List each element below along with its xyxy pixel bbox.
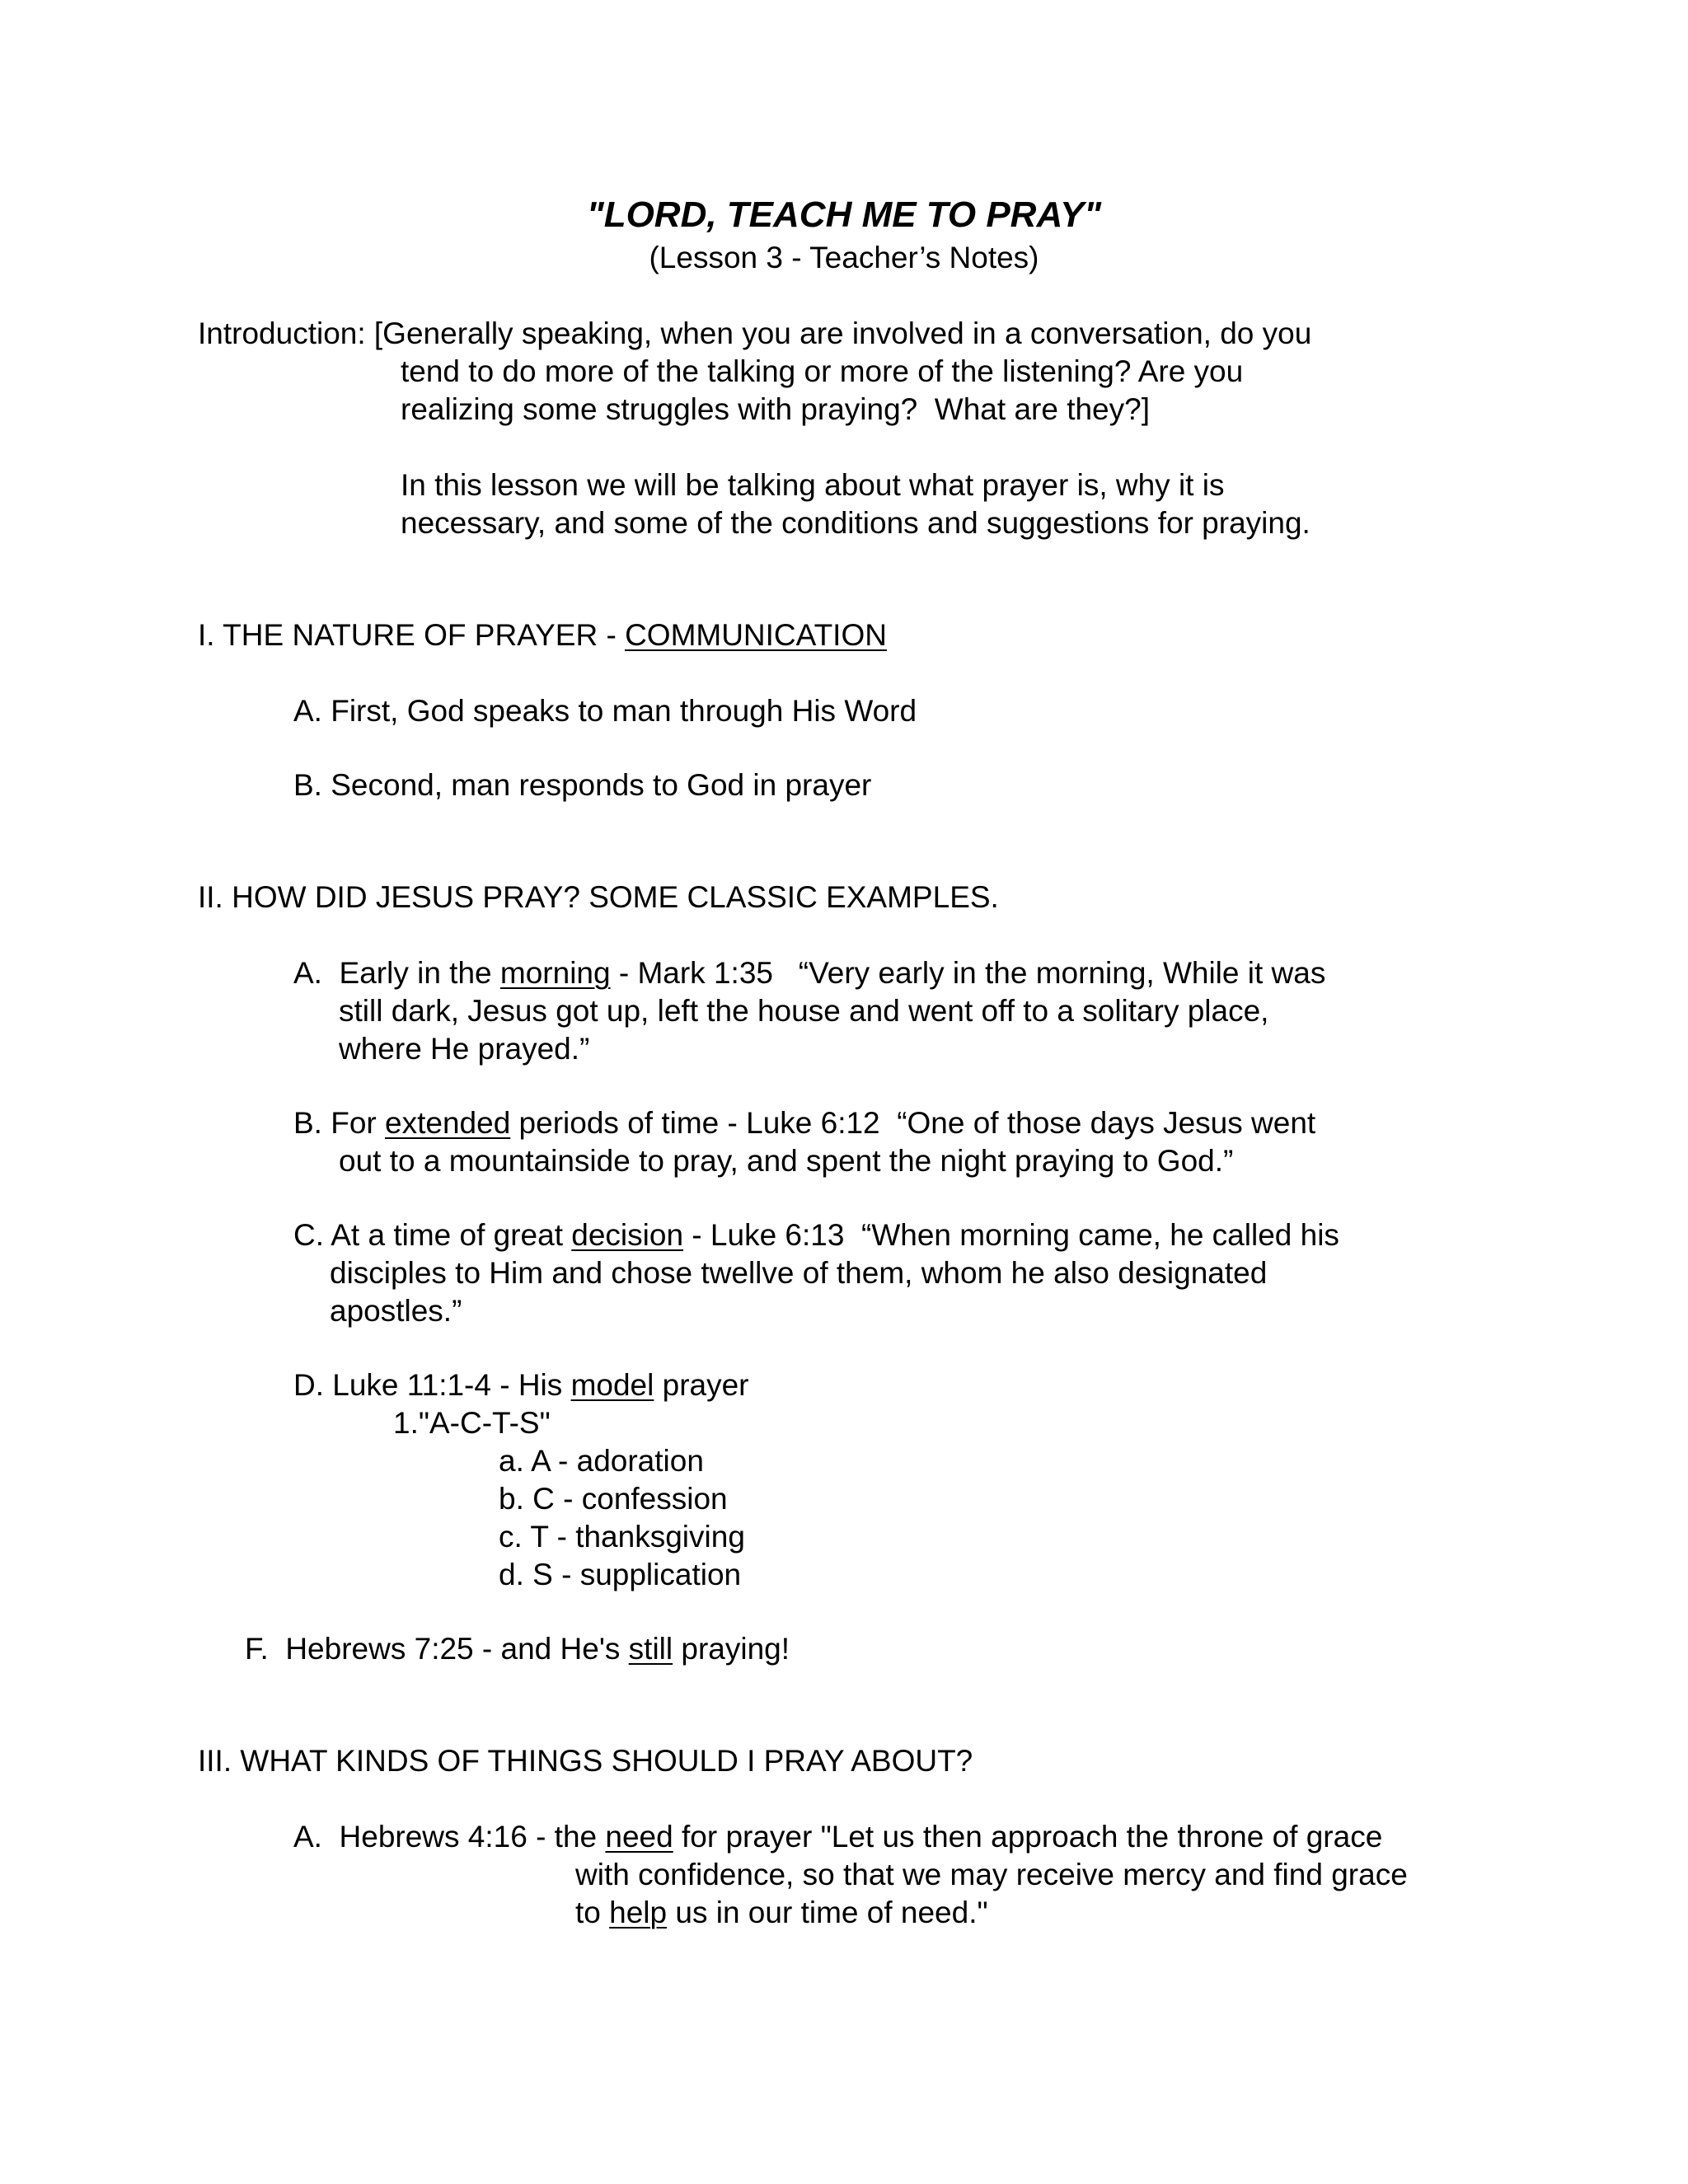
s3-a-l3-post: us in our time of need." xyxy=(667,1896,988,1929)
section-2-item-d-sub-a: a. A - adoration xyxy=(499,1444,704,1478)
section-2-item-b-line-2: out to a mountainside to pray, and spent the night praying to God.” xyxy=(339,1144,1234,1178)
s2-a-underlined: morning xyxy=(499,956,611,990)
section-2-item-a-line-2: still dark, Jesus got up, left the house and went off to a solitary place, xyxy=(339,994,1269,1028)
s2-b-post: periods of time - Luke 6:12 “One of those days Jesus went xyxy=(510,1106,1316,1140)
section-2-item-d-sub-b: b. C - confession xyxy=(499,1482,728,1516)
intro-text-1: [Generally speaking, when you are involved in a conversation, do you xyxy=(373,316,1312,350)
section-1-item-b: B. Second, man responds to God in prayer xyxy=(293,768,872,802)
section-2-item-c xyxy=(293,1216,1339,1254)
section-1-heading xyxy=(198,616,887,654)
s2-f-pre: F. Hebrews 7:25 - and He's xyxy=(245,1632,629,1666)
s3-a-pre: A. Hebrews 4:16 - the xyxy=(293,1820,606,1854)
section-2-item-f xyxy=(245,1630,790,1668)
s2-a-pre: A. Early in the xyxy=(293,956,500,990)
intro-label: Introduction: xyxy=(198,316,374,350)
section-3-item-a-line-3 xyxy=(575,1894,988,1932)
section-1-heading-text: I. THE NATURE OF PRAYER - xyxy=(198,618,626,652)
s2-b-pre: B. For xyxy=(293,1106,386,1140)
intro-line-2: tend to do more of the talking or more of the listening? Are you xyxy=(401,354,1244,388)
intro-para2-line-1: In this lesson we will be talking about what prayer is, why it is xyxy=(401,468,1225,502)
s2-a-post: - Mark 1:35 “Very early in the morning, While it was xyxy=(610,956,1326,990)
section-1-item-a: A. First, God speaks to man through His Word xyxy=(293,694,917,728)
section-2-item-c-line-3: apostles.” xyxy=(330,1294,462,1328)
s2-f-post: praying! xyxy=(673,1632,790,1666)
page-title: "LORD, TEACH ME TO PRAY" xyxy=(586,194,1102,235)
s2-c-underlined: decision xyxy=(571,1218,684,1252)
section-2-item-a-line-3: where He prayed.” xyxy=(339,1032,590,1066)
s3-a-post: for prayer "Let us then approach the throne of grace xyxy=(673,1820,1383,1854)
section-2-item-c-line-2: disciples to Him and chose twellve of them, whom he also designated xyxy=(330,1256,1268,1290)
intro-line-3: realizing some struggles with praying? What are they?] xyxy=(401,392,1150,426)
section-1-heading-underlined: COMMUNICATION xyxy=(625,618,887,652)
s2-f-underlined: still xyxy=(628,1632,673,1666)
intro-para2-line-2: necessary, and some of the conditions and suggestions for praying. xyxy=(401,506,1311,540)
section-2-item-d-sub-d: d. S - supplication xyxy=(499,1558,742,1591)
section-2-item-d xyxy=(293,1366,749,1404)
s2-d-pre: D. Luke 11:1-4 - His xyxy=(293,1368,571,1402)
section-2-item-a xyxy=(293,954,1325,992)
section-2-item-b xyxy=(293,1104,1315,1142)
s2-d-post: prayer xyxy=(654,1368,749,1402)
intro-line-1 xyxy=(198,315,1311,353)
s2-d-underlined: model xyxy=(570,1368,654,1402)
section-3-item-a-line-2: with confidence, so that we may receive mercy and find grace xyxy=(575,1858,1408,1891)
page-subtitle: (Lesson 3 - Teacher’s Notes) xyxy=(649,241,1039,274)
section-2-item-d-sub-1: 1."A-C-T-S" xyxy=(393,1406,551,1440)
s2-c-pre: C. At a time of great xyxy=(293,1218,572,1252)
section-2-item-d-sub-c: c. T - thanksgiving xyxy=(499,1520,745,1554)
s2-c-post: - Luke 6:13 “When morning came, he called his xyxy=(683,1218,1339,1252)
section-2-heading: II. HOW DID JESUS PRAY? SOME CLASSIC EXAMPLES. xyxy=(198,880,999,914)
s3-a-underlined: need xyxy=(605,1820,673,1854)
s3-a-l3-pre: to xyxy=(575,1896,610,1929)
s2-b-underlined: extended xyxy=(385,1106,511,1140)
s3-a-l3-underlined: help xyxy=(609,1896,668,1929)
section-3-item-a xyxy=(293,1818,1382,1856)
section-3-heading: III. WHAT KINDS OF THINGS SHOULD I PRAY ABOUT? xyxy=(198,1744,973,1778)
